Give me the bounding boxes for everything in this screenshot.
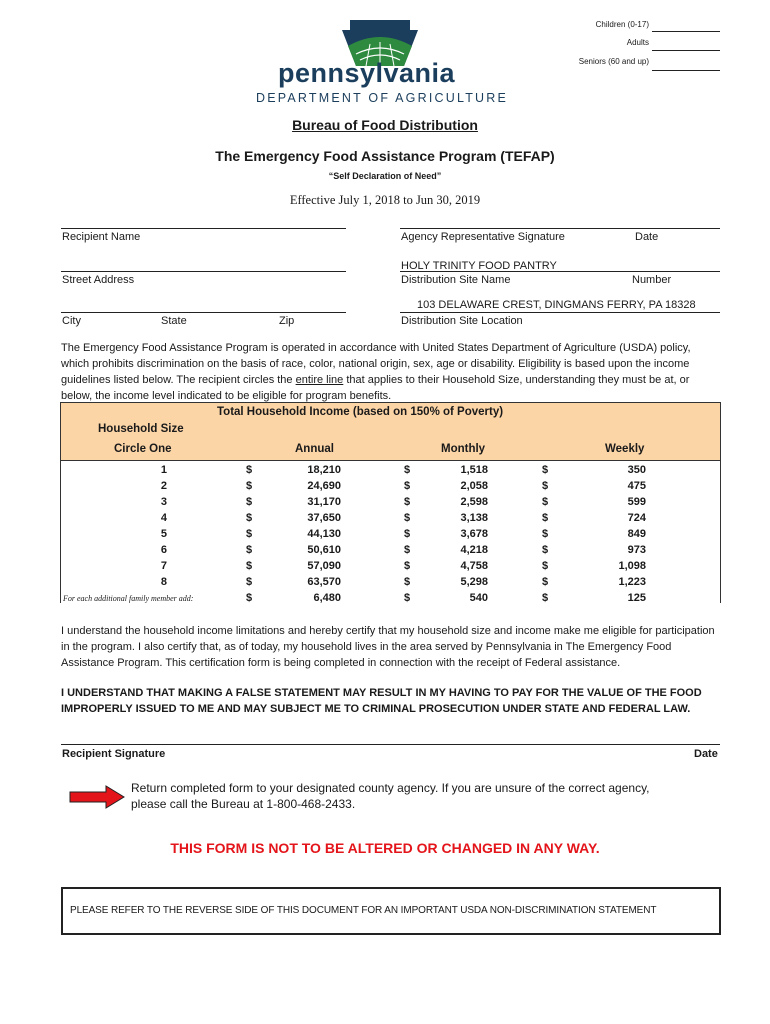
household-size-cell: 3 [160, 496, 167, 508]
currency-symbol: $ [542, 496, 549, 508]
weekly-cell: 350 [627, 464, 646, 476]
table-body [61, 460, 720, 603]
currency-symbol: $ [404, 528, 411, 540]
arrow-right-icon [68, 785, 126, 809]
annual-cell: 18,210 [307, 464, 341, 476]
agency-signature-label: Agency Representative Signature [401, 231, 565, 243]
weekly-cell: 1,098 [618, 560, 646, 572]
reverse-side-notice-box [61, 887, 721, 935]
street-address-line[interactable] [61, 271, 346, 272]
seniors-count-line[interactable] [652, 70, 720, 71]
currency-symbol: $ [246, 544, 253, 556]
program-title: The Emergency Food Assistance Program (TEFAP) [215, 148, 555, 164]
certification-line: I understand the household income limitations and hereby certify that my household size and income make me eligible for participation [61, 625, 715, 637]
city-label: City [62, 315, 81, 327]
currency-symbol: $ [404, 560, 411, 572]
currency-symbol: $ [246, 528, 253, 540]
currency-symbol: $ [542, 464, 549, 476]
monthly-cell: 3,138 [460, 512, 488, 524]
monthly-cell: 1,518 [460, 464, 488, 476]
certification-paragraph [61, 623, 721, 671]
currency-symbol: $ [542, 592, 549, 604]
currency-symbol: $ [246, 496, 253, 508]
currency-symbol: $ [404, 592, 411, 604]
weekly-header: Weekly [605, 443, 645, 455]
currency-symbol: $ [404, 576, 411, 588]
circle-one-header: Circle One [114, 443, 172, 455]
agency-signature-line[interactable] [400, 228, 720, 229]
pantry-name: HOLY TRINITY FOOD PANTRY [401, 260, 557, 272]
currency-symbol: $ [542, 528, 549, 540]
effective-dates: Effective July 1, 2018 to Jun 30, 2019 [289, 193, 481, 207]
annual-cell: 63,570 [307, 576, 341, 588]
annual-cell: 31,170 [307, 496, 341, 508]
do-not-alter-notice: THIS FORM IS NOT TO BE ALTERED OR CHANGED IN ANY WAY. [170, 840, 600, 856]
weekly-cell: 475 [627, 480, 646, 492]
return-note [131, 780, 650, 812]
street-address-label: Street Address [62, 274, 135, 286]
currency-symbol: $ [246, 560, 253, 572]
weekly-cell: 1,223 [618, 576, 646, 588]
signature-date-label: Date [694, 748, 718, 760]
currency-symbol: $ [246, 576, 253, 588]
agency-date-label: Date [635, 231, 659, 243]
recipient-name-line[interactable] [61, 228, 346, 229]
weekly-cell: 849 [627, 528, 646, 540]
weekly-cell: 973 [627, 544, 646, 556]
currency-symbol: $ [542, 480, 549, 492]
household-size-cell: 5 [160, 528, 167, 540]
currency-symbol: $ [246, 512, 253, 524]
adults-label: Adults [626, 38, 649, 47]
monthly-cell: 5,298 [460, 576, 488, 588]
annual-cell: 24,690 [307, 480, 341, 492]
currency-symbol: $ [246, 480, 253, 492]
form-subtitle: “Self Declaration of Need” [328, 171, 442, 181]
seniors-label: Seniors (60 and up) [578, 57, 649, 66]
reverse-side-notice: PLEASE REFER TO THE REVERSE SIDE OF THIS DOCUMENT FOR AN IMPORTANT USDA NON-DISCRIMINATION STATEMENT [70, 905, 657, 916]
children-count-line[interactable] [652, 31, 720, 32]
monthly-additional-cell: 540 [469, 592, 488, 604]
false-statement-warning [61, 685, 721, 717]
currency-symbol: $ [404, 464, 411, 476]
bureau-title: Bureau of Food Distribution [292, 117, 478, 133]
return-note-line: please call the Bureau at 1-800-468-2433. [131, 797, 356, 811]
intro-line: below, the income level indicated to be eligible for program benefits. [61, 390, 392, 402]
currency-symbol: $ [542, 560, 549, 572]
site-location-value: 103 DELAWARE CREST, DINGMANS FERRY, PA 18328 [417, 299, 696, 311]
annual-additional-cell: 6,480 [313, 592, 341, 604]
monthly-cell: 2,058 [460, 480, 488, 492]
monthly-cell: 4,218 [460, 544, 488, 556]
income-guidelines-table [60, 402, 721, 603]
logo-department: DEPARTMENT OF AGRICULTURE [256, 91, 509, 105]
weekly-cell: 599 [627, 496, 646, 508]
household-size-cell: 8 [160, 576, 167, 588]
site-location-line [400, 312, 720, 313]
annual-header: Annual [295, 443, 334, 455]
annual-cell: 57,090 [307, 560, 341, 572]
certification-line: Assistance Program. This certification form is being completed in connection with the receipt of Federal assistance. [61, 657, 621, 669]
household-size-cell: 2 [160, 480, 167, 492]
currency-symbol: $ [404, 480, 411, 492]
zip-label: Zip [279, 315, 295, 327]
household-size-header: Household Size [98, 423, 184, 435]
city-state-zip-line[interactable] [61, 312, 346, 313]
adults-count-line[interactable] [652, 50, 720, 51]
recipient-signature-label: Recipient Signature [62, 748, 166, 760]
household-size-cell: 1 [160, 464, 167, 476]
currency-symbol: $ [404, 512, 411, 524]
weekly-cell: 724 [627, 512, 646, 524]
annual-cell: 37,650 [307, 512, 341, 524]
annual-cell: 44,130 [307, 528, 341, 540]
currency-symbol: $ [246, 592, 253, 604]
certification-line: in the program. I also certify that, as of today, my household lives in the area served by Pennsylvania in The Emergency Food [61, 641, 672, 653]
monthly-cell: 3,678 [460, 528, 488, 540]
site-name-line [400, 271, 720, 272]
household-size-cell: 6 [160, 544, 167, 556]
monthly-cell: 4,758 [460, 560, 488, 572]
additional-member-label: For each additional family member add: [63, 594, 194, 603]
household-size-cell: 4 [160, 512, 167, 524]
household-size-cell: 7 [160, 560, 167, 572]
annual-cell: 50,610 [307, 544, 341, 556]
entire-line-emphasis: entire line [295, 374, 344, 386]
monthly-header: Monthly [441, 443, 486, 455]
currency-symbol: $ [542, 544, 549, 556]
table-header [61, 403, 720, 460]
site-number-label: Number [632, 274, 672, 286]
intro-line: guidelines listed below. The recipient circles the entire line that applies to their Household Size, understanding they must be at, or [61, 374, 690, 386]
site-location-label: Distribution Site Location [401, 315, 523, 327]
warning-line: IMPROPERLY ISSUED TO ME AND MAY SUBJECT ME TO CRIMINAL PROSECUTION UNDER STATE AND FEDERAL LAW. [61, 703, 691, 715]
currency-symbol: $ [542, 512, 549, 524]
return-note-line: Return completed form to your designated county agency. If you are unsure of the correct agency, [131, 781, 650, 795]
state-label: State [161, 315, 187, 327]
table-title: Total Household Income (based on 150% of Poverty) [217, 406, 504, 418]
currency-symbol: $ [542, 576, 549, 588]
currency-symbol: $ [404, 496, 411, 508]
warning-line: I UNDERSTAND THAT MAKING A FALSE STATEMENT MAY RESULT IN MY HAVING TO PAY FOR THE VALUE OF THE FOOD [61, 687, 702, 699]
intro-line: which prohibits discrimination on the basis of race, color, national origin, sex, age or disability. Eligibility is based upon the income [61, 358, 690, 370]
currency-symbol: $ [246, 464, 253, 476]
intro-line: The Emergency Food Assistance Program is operated in accordance with United States Department of Agriculture (USDA) policy, [61, 342, 691, 354]
children-label: Children (0-17) [595, 20, 649, 29]
currency-symbol: $ [404, 544, 411, 556]
site-name-label: Distribution Site Name [401, 274, 511, 286]
recipient-signature-line[interactable] [61, 744, 720, 745]
recipient-name-label: Recipient Name [62, 231, 141, 243]
intro-paragraph [61, 340, 721, 404]
logo-wordmark: pennsylvania [278, 58, 456, 88]
weekly-additional-cell: 125 [627, 592, 646, 604]
monthly-cell: 2,598 [460, 496, 488, 508]
